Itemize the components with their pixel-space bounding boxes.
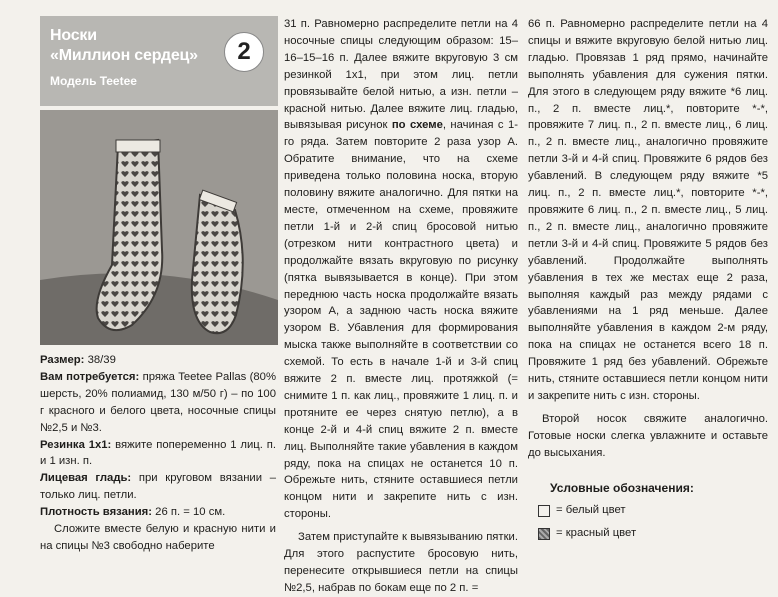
chart-reference: по схеме <box>391 119 443 132</box>
legend-red-label: = красный цвет <box>556 527 637 540</box>
instructions-part-1a: 31 п. Равномерно распределите петли на 4 носочные спицы следующим образом: 15–16–15–16 п. Далее вяжите вкруговую 3 см резинкой 1х1, при этом лиц. петли провязывайте белой нитью, а изн. петли – красной нитью. Далее вяжите лиц. гладью, вывязывая рисунок <box>284 18 518 132</box>
rib-value: вяжите попеременно 1 лиц. п. и 1 изн. п. <box>40 438 277 468</box>
heel-instructions: Затем приступайте к вывязыванию пятки. Для этого распустите бросовую нить, перенесите открывшиеся петли на спицы №2,5, набрав по бокам еще по 2 п. = <box>284 531 518 594</box>
gauge-value: 26 п. = 10 см. <box>152 506 226 519</box>
column-2 <box>284 16 518 597</box>
column-1 <box>40 352 276 555</box>
finishing-instructions: Второй носок свяжите аналогично. Готовые носки слегка увлажните и оставьте до высыхания. <box>528 412 768 459</box>
legend-white-label: = белый цвет <box>556 504 626 517</box>
stockinette-label: Лицевая гладь: <box>40 472 132 485</box>
legend-red <box>538 525 768 542</box>
pattern-number-badge: 2 <box>224 32 264 72</box>
instructions-start: Сложите вместе белую и красную нити и на спицы №3 свободно наберите <box>40 523 276 552</box>
socks-photo <box>40 110 278 345</box>
size-value: 38/39 <box>84 354 116 366</box>
white-swatch-icon <box>538 505 550 517</box>
materials-label: Вам потребуется: <box>40 370 140 383</box>
model-credit: Модель Teetee <box>50 74 137 88</box>
rib-label: Резинка 1х1: <box>40 438 112 451</box>
gauge-label: Плотность вязания: <box>40 506 153 519</box>
article-header <box>40 16 278 106</box>
stockinette-value: при круговом вязании – только лиц. петли. <box>40 472 277 502</box>
title-line-1: Носки <box>50 27 97 44</box>
instructions-part-1c: , начиная с 1-го ряда. Затем повторите 2 раза узор А. Обратите внимание, что на схеме приведена только половина носка, вторую половину вяжите аналогично. Для пятки на месте, отмеченном на схеме, провяжите петли 1-й и 2-й спиц бросовой нитью (отрезком нити контрастного цвета) и продолжайте вязать вкруговую по рисунку (пятка вывязывается в конце). При этом переднюю часть носка продолжайте вязать узором А, а заднюю часть носка вяжите узором В. Убавления для формирования мыска также выполняйте в соответствии со схемой. То есть в начале 1-й и 3-й спиц вяжите 2 п. вместе лиц. протяжкой (= снимите 1 п. как лиц., провяжите 1 лиц. п. и протяните ее через снятую петлю), а в конце 2-й и 4-й спиц вяжите 2 п. вместе лиц. Выполняйте такие убавления в каждом ряду, пока на спицах не останется 10 п. Обрежьте нить, стяните оставшиеся петли концом нити и закрепите нить с изн. стороны. <box>284 119 518 521</box>
title-line-2: «Миллион сердец» <box>50 47 198 64</box>
red-swatch-icon <box>538 528 550 540</box>
legend-title: Условные обозначения: <box>550 480 694 495</box>
column-3 <box>528 16 768 542</box>
heel-continued: 66 п. Равномерно распределите петли на 4 спицы и вяжите вкруговую белой нитью лиц. гладью. Провязав 1 ряд прямо, начинайте выполнять убавления для сужения пятки. Для этого в следующем ряду вяжите *6 лиц. п., 2 п. вместе лиц.*, повторите *-*, провяжите 7 лиц. п., 2 п. вместе лиц., 6 лиц. п., 2 п. вместе лиц., аналогично провяжите петли 3-й и 4-й спиц. Провяжите 6 рядов без убавлений. В следующем ряду вяжите *5 лиц. п., 2 п. вместе лиц.*, повторите *-*, провяжите 6 лиц. п., 2 п. вместе лиц., 5 лиц. п., 2 п. вместе лиц., аналогично провяжите петли 3-й и 4-й спиц. Провяжите 5 рядов без убавлений. Продолжайте выполнять убавления в тех же местах еще 2 раза, выполняя каждый раз между рядами с убавлениями на 1 ряд меньше. Далее выполняйте убавления в каждом 2-м ряду, пока на спицах не останется всего 18 п. Провяжите 1 ряд без убавлений. Обрежьте нить, стяните оставшиеся петли концом нити и закрепите нить с изн. стороны. <box>528 18 768 402</box>
size-label: Размер: <box>40 354 85 366</box>
legend-white <box>538 502 768 519</box>
materials-value: пряжа Teetee Pallas (80% шерсть, 20% полиамид, 130 м/50 г) – по 100 г красного и белого цвета, носочные спицы №2,5 и №3. <box>40 370 276 434</box>
